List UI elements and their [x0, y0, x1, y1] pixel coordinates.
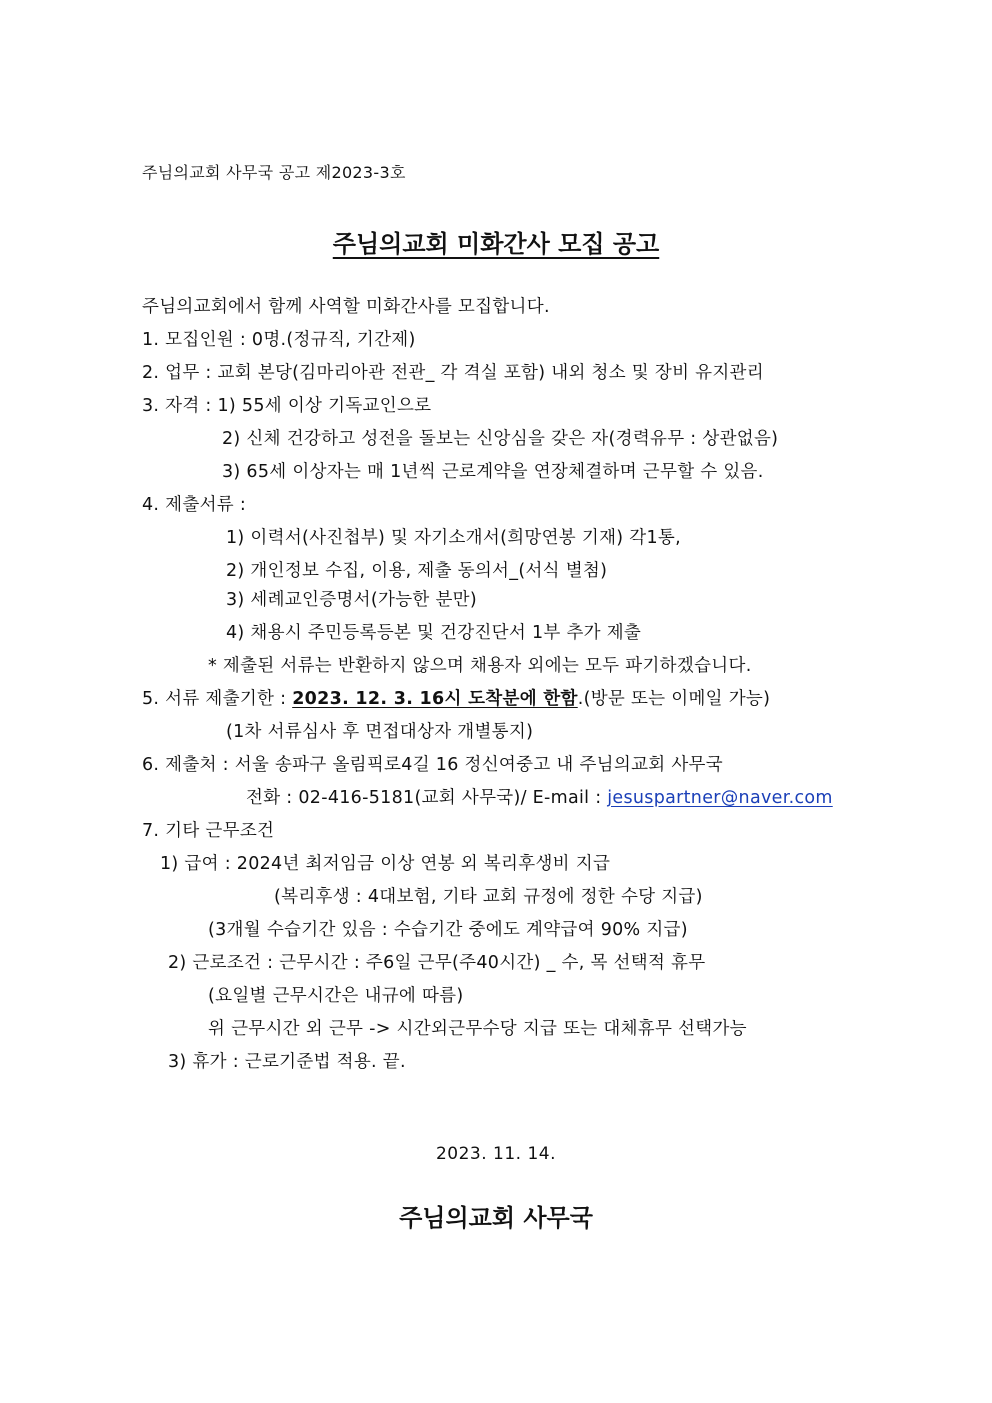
deadline-note: (1차 서류심사 후 면접대상자 개별통지) — [226, 722, 534, 742]
item-deadline — [142, 688, 770, 710]
email-link[interactable]: jesuspartner@naver.com — [607, 788, 833, 808]
document-3: 3) 세례교인증명서(가능한 분만) — [226, 590, 478, 610]
condition-leave: 3) 휴가 : 근로기준법 적용. 끝. — [168, 1052, 406, 1072]
condition-pay: 1) 급여 : 2024년 최저임금 이상 연봉 외 복리후생비 지급 — [160, 854, 611, 874]
condition-hours: 2) 근로조건 : 근무시간 : 주6일 근무(주40시간) _ 수, 목 선택적 휴무 — [168, 953, 706, 973]
condition-welfare: (복리후생 : 4대보험, 기타 교회 규정에 정한 수당 지급) — [274, 887, 703, 907]
item-qualification: 3. 자격 : 1) 55세 이상 기독교인으로 — [142, 396, 432, 416]
deadline-suffix: .(방문 또는 이메일 가능) — [577, 689, 771, 709]
notice-number: 주님의교회 사무국 공고 제2023-3호 — [142, 163, 406, 182]
item-conditions: 7. 기타 근무조건 — [142, 821, 275, 841]
condition-overtime: 위 근무시간 외 근무 -> 시간외근무수당 지급 또는 대체휴무 선택가능 — [208, 1019, 747, 1039]
qualification-2: 2) 신체 건강하고 성전을 돌보는 신앙심을 갖은 자(경력유무 : 상관없음) — [222, 429, 779, 449]
item-documents: 4. 제출서류 : — [142, 495, 247, 515]
title-text: 주님의교회 미화간사 모집 공고 — [332, 230, 660, 258]
deadline-date: 2023. 12. 3. 16시 도착분에 한함 — [292, 689, 578, 709]
document-2: 2) 개인정보 수집, 이용, 제출 동의서_(서식 별첨) — [226, 561, 608, 581]
document-1: 1) 이력서(사진첩부) 및 자기소개서(희망연봉 기재) 각1통, — [226, 528, 681, 548]
deadline-prefix: 5. 서류 제출기한 : — [142, 689, 293, 709]
page-title — [0, 228, 992, 260]
notice-date: 2023. 11. 14. — [435, 1144, 557, 1164]
contact-info — [246, 787, 833, 809]
item-duties: 2. 업무 : 교회 본당(김마리아관 전관_ 각 격실 포함) 내외 청소 및 장비 유지관리 — [142, 363, 764, 383]
contact-prefix: 전화 : 02-416-5181(교회 사무국)/ E-mail : — [246, 788, 608, 808]
document-4: 4) 채용시 주민등록등본 및 건강진단서 1부 추가 제출 — [226, 623, 642, 643]
signature: 주님의교회 사무국 — [399, 1204, 593, 1232]
intro-text: 주님의교회에서 함께 사역할 미화간사를 모집합니다. — [142, 297, 550, 317]
condition-hours-note: (요일별 근무시간은 내규에 따름) — [208, 986, 464, 1006]
item-recruit-count: 1. 모집인원 : 0명.(정규직, 기간제) — [142, 330, 416, 350]
qualification-3: 3) 65세 이상자는 매 1년씩 근로계약을 연장체결하며 근무할 수 있음. — [222, 462, 764, 482]
item-submit-to: 6. 제출처 : 서울 송파구 올림픽로4길 16 정신여중고 내 주님의교회 사무국 — [142, 755, 723, 775]
documents-note: * 제출된 서류는 반환하지 않으며 채용자 외에는 모두 파기하겠습니다. — [208, 656, 752, 676]
condition-probation: (3개월 수습기간 있음 : 수습기간 중에도 계약급여 90% 지급) — [208, 920, 688, 940]
